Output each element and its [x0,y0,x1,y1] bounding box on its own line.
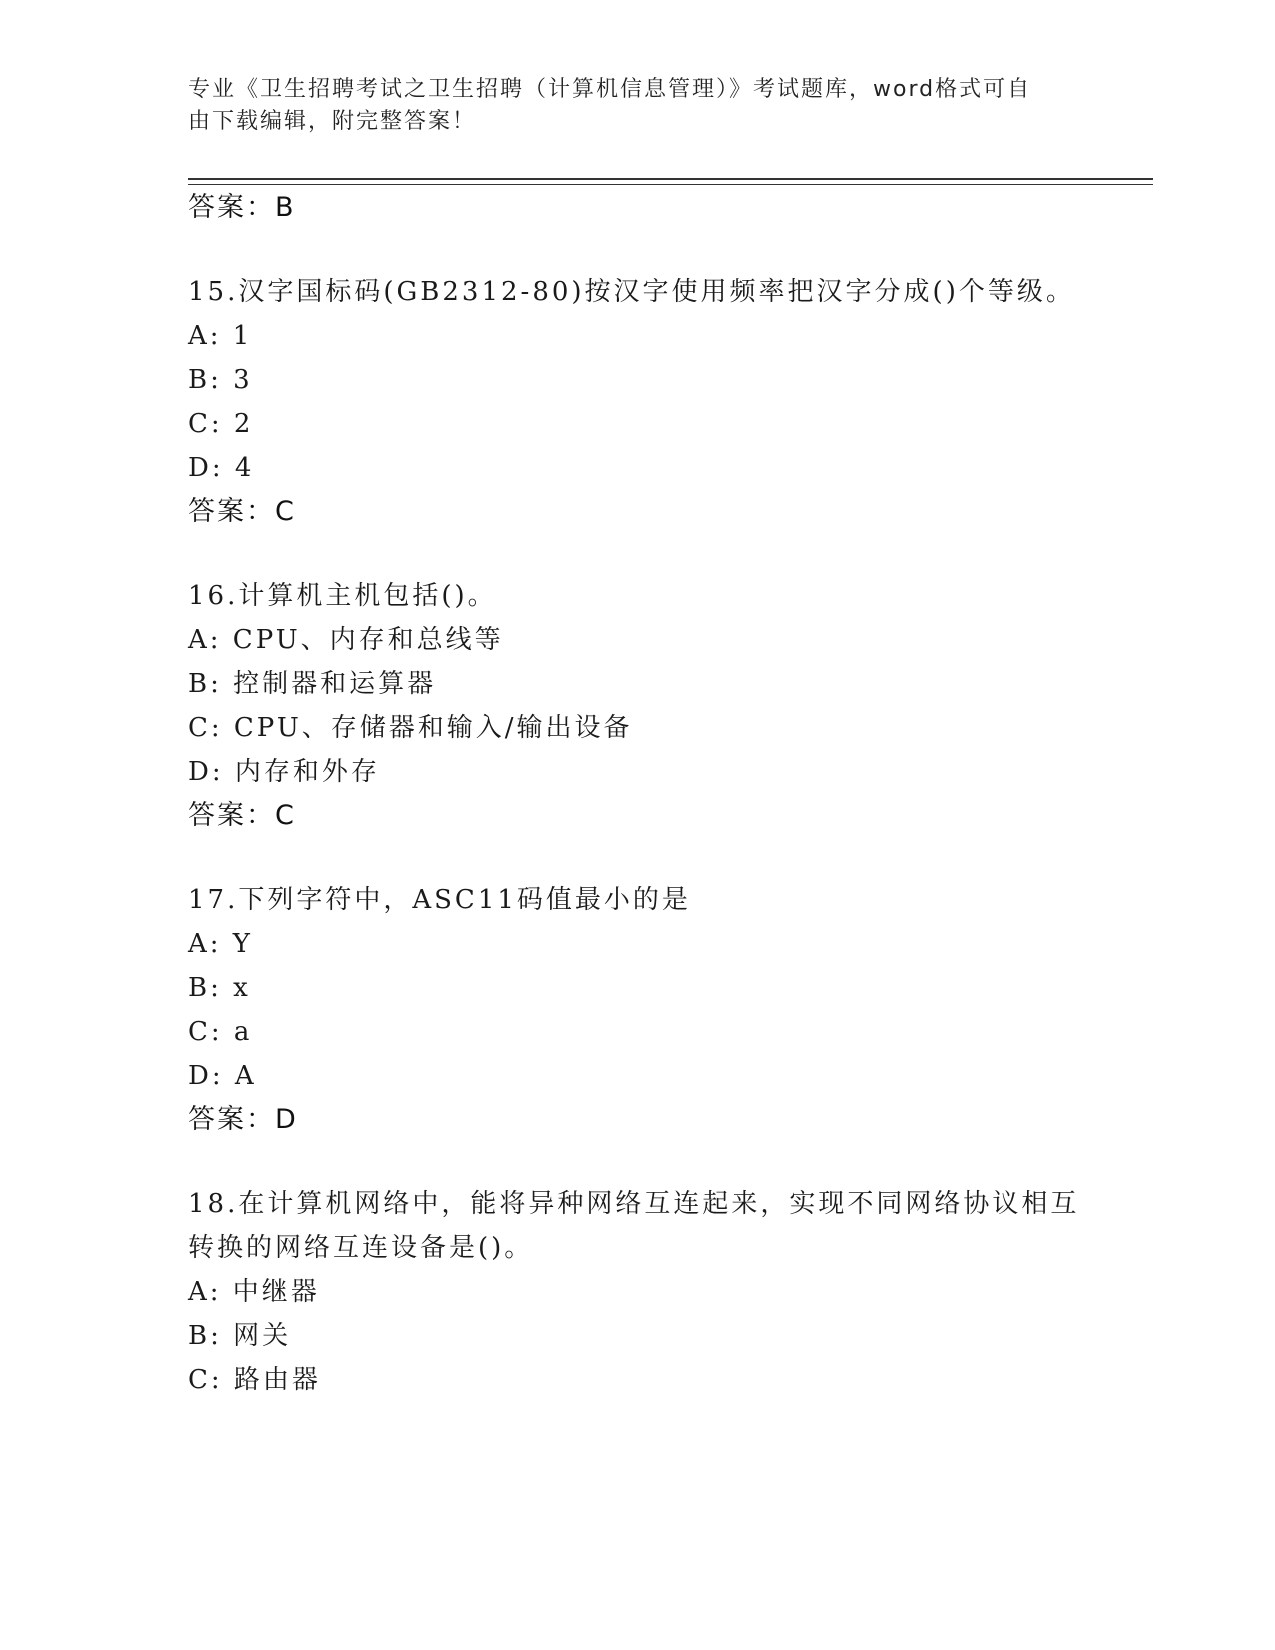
question-18-option-a: A: 中继器 [188,1277,320,1307]
question-15-option-b: B: 3 [188,365,253,395]
document-header [188,74,1068,138]
question-15-answer: 答案：C [188,496,296,527]
question-17-option-a: A: Y [188,929,253,959]
header-line-2: 由下载编辑，附完整答案！ [188,109,477,134]
question-15-option-a: A: 1 [188,321,253,351]
question-16-option-b: B: 控制器和运算器 [188,669,437,699]
question-17-text: 17.下列字符中，ASC11码值最小的是 [188,885,691,915]
question-15-option-c: C: 2 [188,409,254,439]
question-16-option-c: C: CPU、存储器和输入/输出设备 [188,713,633,743]
question-18-text-line-2: 转换的网络互连设备是()。 [188,1233,534,1263]
question-18-option-b: B: 网关 [188,1321,292,1351]
question-17-answer: 答案：D [188,1104,298,1135]
header-line-1: 专业《卫生招聘考试之卫生招聘（计算机信息管理）》考试题库，word格式可自 [188,77,1032,102]
answer-prev: 答案：B [188,192,296,223]
question-16-text: 16.计算机主机包括()。 [188,581,497,611]
question-17-option-c: C: a [188,1017,253,1047]
question-17-option-b: B: x [188,973,251,1003]
question-17-option-d: D: A [188,1061,257,1091]
header-divider-thick [188,178,1153,180]
question-18-option-c: C: 路由器 [188,1365,321,1395]
question-16-option-a: A: CPU、内存和总线等 [188,625,504,655]
question-15-text: 15.汉字国标码(GB2312-80)按汉字使用频率把汉字分成()个等级。 [188,277,1075,307]
question-16-option-d: D: 内存和外存 [188,757,380,787]
question-18-text-line-1: 18.在计算机网络中，能将异种网络互连起来，实现不同网络协议相互 [188,1189,1080,1219]
question-16-answer: 答案：C [188,800,296,831]
question-15-option-d: D: 4 [188,453,255,483]
header-divider-thin [188,184,1153,185]
